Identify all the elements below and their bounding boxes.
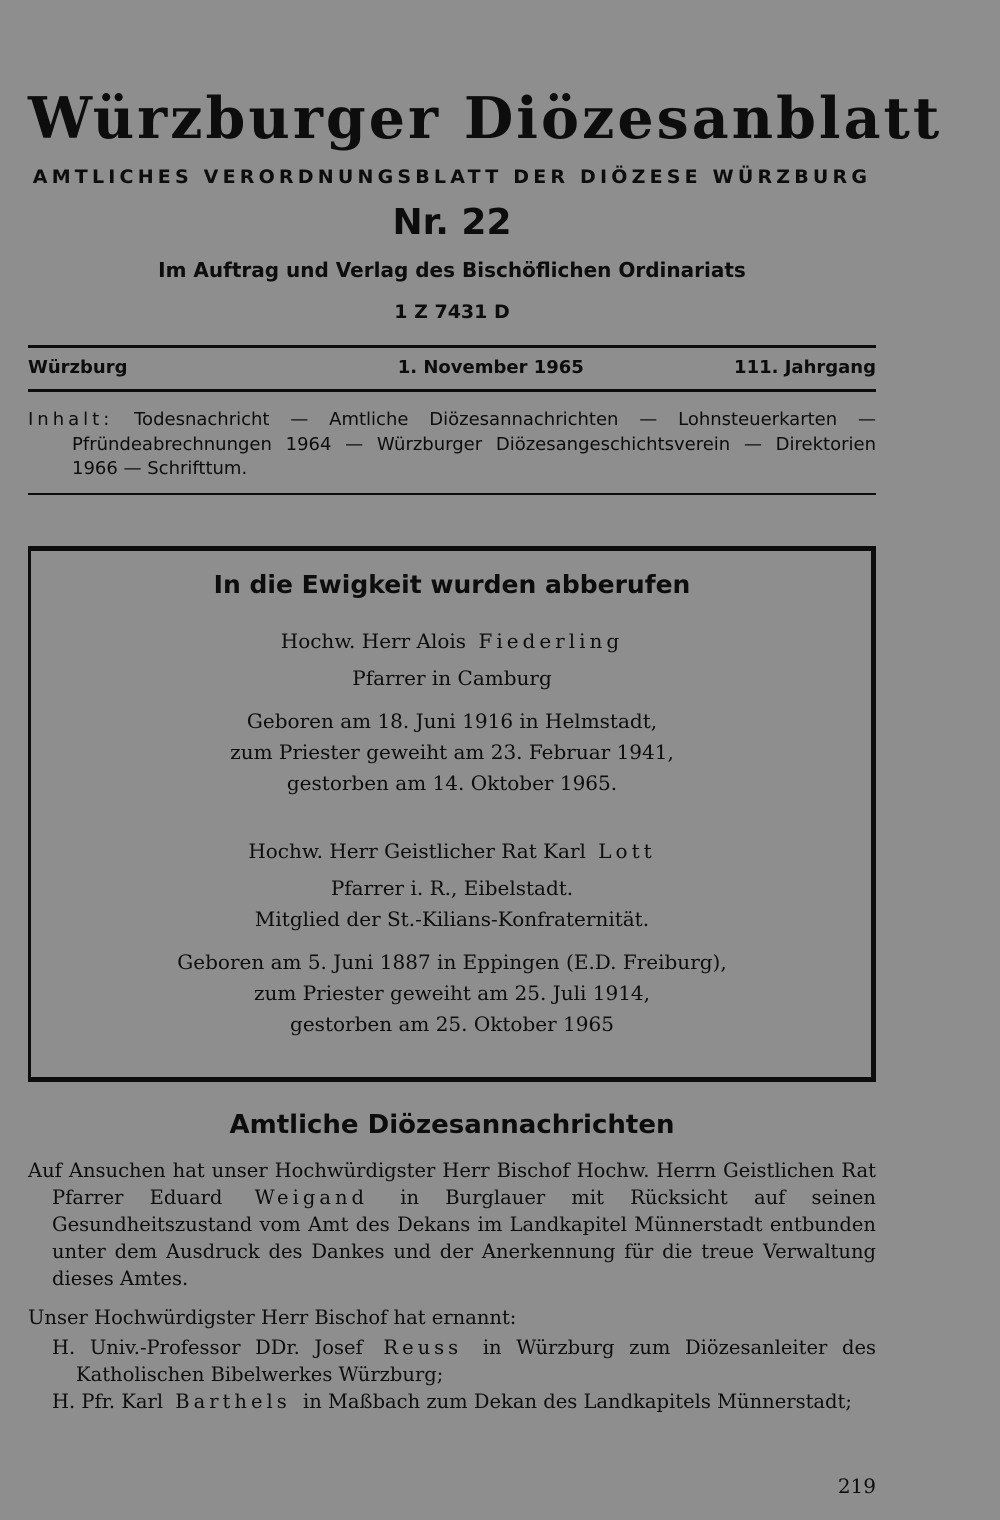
person-name: Reuss <box>383 1336 463 1359</box>
issue-number: Nr. 22 <box>392 202 512 243</box>
paragraph-text: in Maßbach zum Dekan des Landkapitels Münnerstadt; <box>302 1390 852 1413</box>
obituary-detail: gestorben am 25. Oktober 1965 <box>290 1012 614 1036</box>
obituary-detail: gestorben am 14. Oktober 1965. <box>286 771 618 795</box>
obituary-detail: Geboren am 18. Juni 1916 in Helmstadt, <box>246 709 658 733</box>
news-paragraph-2: Unser Hochwürdigster Herr Bischof hat ernannt: <box>28 1306 517 1329</box>
section-heading: Amtliche Diözesannachrichten <box>229 1110 675 1140</box>
news-paragraph-1 <box>28 1157 876 1292</box>
obituary-surname: Lott <box>598 839 656 863</box>
info-rule <box>28 389 876 392</box>
obituary-title: Pfarrer in Camburg <box>352 666 552 690</box>
obituary-entry-1 <box>28 626 876 799</box>
contents-text: Todesnachricht — Amtliche Diözesannachrichten — Lohnsteuerkarten — Pfründeabrechnungen 1964 — Würzburger Diözesangeschichtsverein — Direktorien 1966 — Schrifttum. <box>72 409 876 479</box>
contents-rule <box>28 493 876 495</box>
issue-date: 1. November 1965 <box>397 357 584 378</box>
contents-label: Inhalt: <box>28 409 114 430</box>
top-rule <box>28 345 876 348</box>
appointment-item <box>28 1334 876 1388</box>
paragraph-text: H. Pfr. Karl <box>52 1390 164 1413</box>
issue-volume: 111. Jahrgang <box>734 357 876 378</box>
paragraph-text: H. Univ.-Professor DDr. Josef <box>52 1336 363 1359</box>
masthead-subtitle: AMTLICHES VERORDNUNGSBLATT DER DIÖZESE WÜRZBURG <box>32 166 872 188</box>
obituary-detail: Geboren am 5. Juni 1887 in Eppingen (E.D. Freiburg), <box>177 950 727 974</box>
masthead-title: Würzburger Diözesanblatt <box>28 85 943 152</box>
obituary-surname: Fiederling <box>478 629 624 653</box>
person-name: Barthels <box>175 1390 291 1413</box>
paragraph-text: Auf Ansuchen hat unser Hochwürdigster Herr Bischof Hochw. Herrn Geistlichen Rat Pfarrer Eduard <box>28 1159 876 1209</box>
paragraph-text: in Burglauer mit Rücksicht auf seinen Gesundheitszustand vom Amt des Dekans im Landkapitel Münnerstadt entbunden unter dem Ausdruck des Dankes und der Anerkennung für die treue Verwaltung dieses Amtes. <box>52 1186 876 1290</box>
obituary-entry-2 <box>28 836 876 1040</box>
obituary-name-line <box>28 836 876 867</box>
table-of-contents <box>28 408 876 482</box>
obituary-detail: zum Priester geweiht am 23. Februar 1941, <box>230 740 674 764</box>
obituary-detail: zum Priester geweiht am 25. Juli 1914, <box>253 981 651 1005</box>
page-number: 219 <box>837 1474 876 1498</box>
obituary-title: Pfarrer i. R., Eibelstadt. <box>330 876 574 900</box>
obituary-prefix: Hochw. Herr Geistlicher Rat Karl <box>248 839 586 863</box>
publisher-line: Im Auftrag und Verlag des Bischöflichen Ordinariats <box>158 258 746 282</box>
issue-info-row <box>28 357 876 378</box>
postal-code: 1 Z 7431 D <box>394 301 510 323</box>
obituary-prefix: Hochw. Herr Alois <box>280 629 467 653</box>
obituary-heading: In die Ewigkeit wurden abberufen <box>213 570 691 599</box>
issue-place: Würzburg <box>28 357 128 378</box>
paragraph-text: in Würzburg zum Diözesanleiter des Katholischen Bibelwerkes Würzburg; <box>76 1336 877 1386</box>
obituary-name-line <box>28 626 876 657</box>
appointment-item <box>28 1388 876 1415</box>
obituary-membership: Mitglied der St.-Kilians-Konfraternität. <box>254 907 650 931</box>
person-name: Weigand <box>254 1186 368 1209</box>
